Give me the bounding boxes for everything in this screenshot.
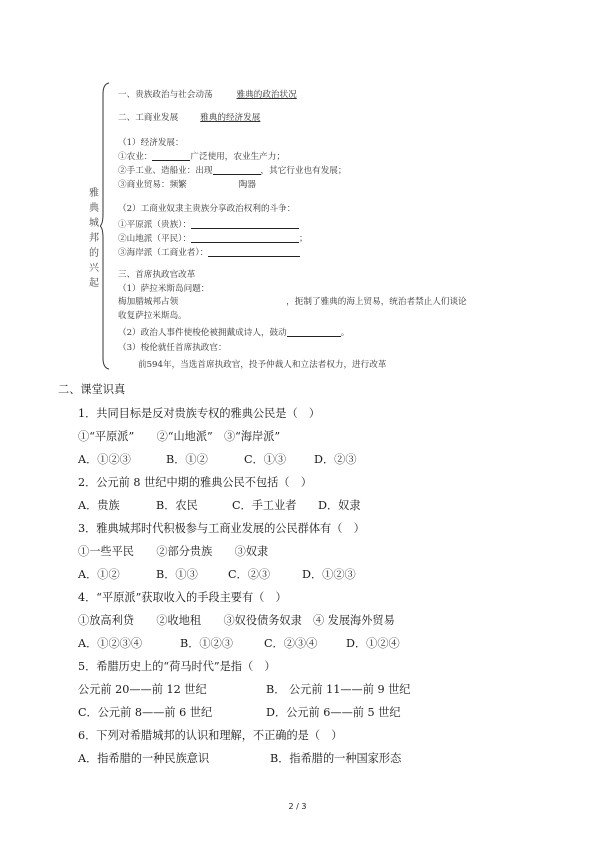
outline-reform-1b: 收复萨拉米斯岛。	[118, 311, 187, 321]
question-6-option-a[interactable]: A．指希腊的一种民族意识	[78, 752, 210, 765]
outline-side-title: 雅 典 城 邦 的 兴 起	[89, 188, 99, 289]
question-1-option-d[interactable]: D．②③	[314, 453, 357, 466]
question-5-stem: 5．希腊历史上的“荷马时代”是指（ ）	[78, 660, 276, 673]
question-3-stem: 3．雅典城邦时代积极参与工商业发展的公民群体有（ ）	[78, 522, 365, 535]
question-1-option-b[interactable]: B．①②	[166, 453, 208, 466]
outline-section-2: 二、工商业发展 雅典的经济发展	[118, 113, 261, 123]
question-3-option-a[interactable]: A．①②	[78, 568, 120, 581]
question-2-option-b[interactable]: B．农民	[156, 499, 198, 512]
fill-blank[interactable]	[208, 247, 300, 257]
question-2-option-d[interactable]: D．奴隶	[318, 499, 361, 512]
outline-party-coast: ③海岸派（工商业者）：	[118, 246, 300, 258]
outline-reform-1: （1）萨拉米斯岛问题：	[118, 284, 210, 294]
question-3-items: ①一些平民 ②部分贵族 ③奴隶	[78, 545, 269, 558]
outline-brace	[100, 82, 110, 370]
question-1-stem: 1．共同目标是反对贵族专权的雅典公民是（ ）	[78, 407, 321, 420]
question-4-option-d[interactable]: D．①②④	[346, 637, 400, 650]
outline-trade-struggle: （2）工商业奴隶主贵族分享政治权利的斗争：	[118, 204, 296, 214]
question-4-option-a[interactable]: A．①②③④	[78, 637, 143, 650]
question-4-option-c[interactable]: C．②③④	[264, 637, 318, 650]
outline-reform-1a: 梅加腊城邦占领 ，扼制了雅典的海上贸易，统治者禁止人们谈论	[118, 297, 467, 307]
outline-econ-title: （1）经济发展：	[118, 138, 184, 148]
question-1-items: ①“平原派” ②“山地派” ③“海岸派”	[78, 430, 281, 443]
fill-blank[interactable]	[152, 151, 190, 161]
question-4-stem: 4．“平原派”获取收入的手段主要有（ ）	[78, 591, 287, 604]
fill-blank[interactable]	[213, 165, 261, 175]
outline-econ-trade: ③商业贸易：频繁 陶器	[118, 180, 256, 190]
question-2-stem: 2．公元前 8 世纪中期的雅典公民不包括（ ）	[78, 476, 312, 489]
knowledge-outline	[86, 82, 506, 374]
section-title: 二、课堂识真	[58, 383, 126, 396]
outline-party-mountain: ②山地派（平民）： ；	[118, 234, 308, 244]
outline-reform-3: （3）梭伦就任首席执政官：	[118, 343, 227, 353]
question-5-option-a[interactable]: 公元前 20——前 12 世纪	[78, 683, 207, 696]
outline-econ-handicraft: ②手工业、造船业：出现 ，其它行业也有发展；	[118, 166, 347, 176]
outline-section-1: 一、贵族政治与社会动荡 雅典的政治状况	[118, 90, 297, 100]
outline-section-3: 三、首席执政官改革	[118, 270, 196, 280]
question-4-option-b[interactable]: B．①②③	[180, 637, 233, 650]
question-4-items: ①放高利贷 ②收地租 ③奴役债务奴隶 ④ 发展海外贸易	[78, 614, 395, 627]
question-5-option-b[interactable]: B． 公元前 11——前 9 世纪	[266, 683, 411, 696]
outline-reform-3a: 前594年，当选首席执政官，投予仲裁人和立法者权力，进行改革	[138, 360, 387, 370]
question-1-option-c[interactable]: C．①③	[244, 453, 287, 466]
question-2-option-c[interactable]: C．手工业者	[232, 499, 297, 512]
fill-blank[interactable]	[287, 327, 341, 337]
question-3-option-c[interactable]: C．②③	[228, 568, 271, 581]
page-number: 2 / 3	[288, 802, 307, 811]
outline-reform-2: （2）政治人事件使梭伦被拥戴成诗人，鼓动 。	[118, 328, 350, 338]
question-6-option-b[interactable]: B．指希腊的一种国家形态	[270, 752, 402, 765]
fill-blank[interactable]	[191, 219, 299, 229]
question-6-stem: 6．下列对希腊城邦的认识和理解，不正确的是（ ）	[78, 729, 343, 742]
question-5-option-d[interactable]: D．公元前 6——前 5 世纪	[266, 706, 401, 719]
question-5-option-c[interactable]: C．公元前 8——前 6 世纪	[78, 706, 213, 719]
outline-econ-agriculture: ①农业： 广泛使用，农业生产力；	[118, 152, 285, 162]
question-1-option-a[interactable]: A．①②③	[78, 453, 131, 466]
fill-blank[interactable]	[191, 233, 299, 243]
question-3-option-d[interactable]: D．①②③	[302, 568, 356, 581]
question-2-option-a[interactable]: A．贵族	[78, 499, 120, 512]
question-3-option-b[interactable]: B．①③	[156, 568, 198, 581]
outline-party-plain: ①平原派（贵族）：	[118, 218, 299, 230]
